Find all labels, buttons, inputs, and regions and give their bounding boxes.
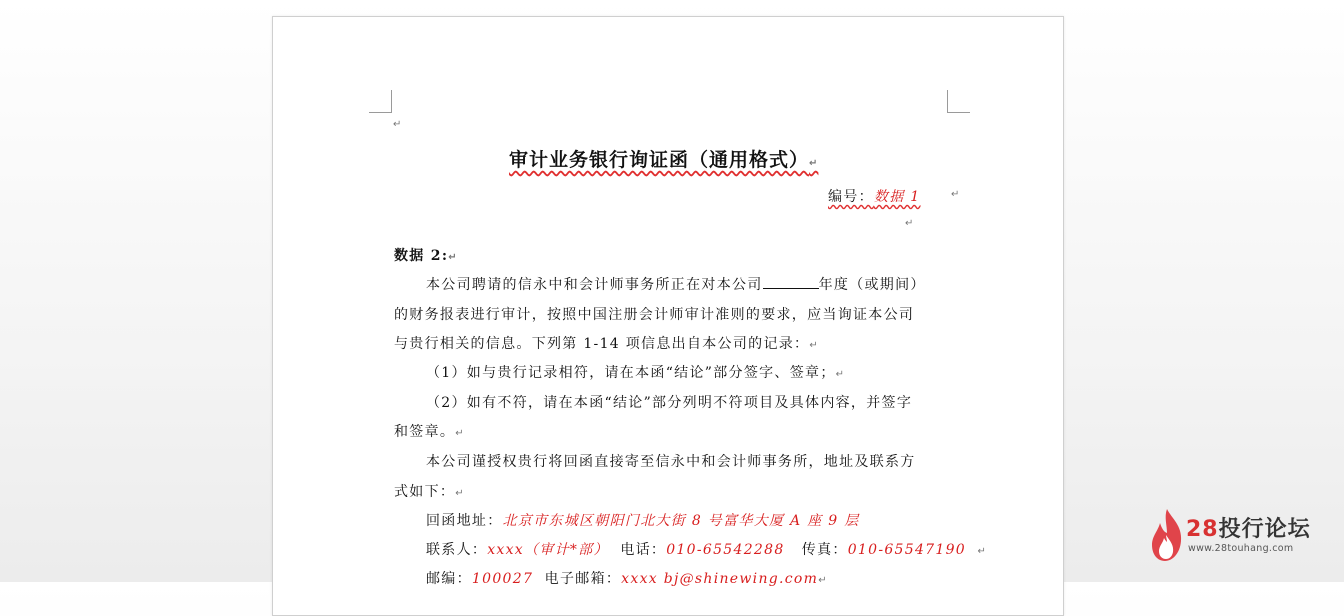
document-number: 编号：数据 1 <box>828 189 921 205</box>
paragraph-mark: ↵ <box>905 218 914 229</box>
paragraph-mark: ↵ <box>951 189 960 200</box>
document-page[interactable] <box>272 16 1064 616</box>
para2-line1: 本公司谨授权贵行将回函直接寄至信永中和会计师事务所，地址及联系方 <box>426 454 916 470</box>
item2-line1: （2）如有不符，请在本函“结论”部分列明不符项目及具体内容，并签字 <box>426 395 913 411</box>
para1-line2: 的财务报表进行审计，按照中国注册会计师审计准则的要求，应当询证本公司 <box>394 307 915 323</box>
address-line: 回函地址：北京市东城区朝阳门北大街 8 号富华大厦 A 座 9 层 <box>426 513 860 529</box>
logo-url: www.28touhang.com <box>1188 543 1294 554</box>
year-blank[interactable] <box>763 276 819 289</box>
para1-line1: 本公司聘请的信永中和会计师事务所正在对本公司 年度（或期间） <box>426 277 926 293</box>
crop-mark-top-left <box>369 90 392 113</box>
recipient-line: 数据 2:↵ <box>394 248 458 264</box>
paragraph-mark: ↵ <box>393 119 402 130</box>
para1-line3: 与贵行相关的信息。下列第 1-14 项信息出自本公司的记录：↵ <box>394 336 820 352</box>
logo-brand: 28投行论坛 <box>1186 517 1311 542</box>
para2-line2: 式如下：↵ <box>394 484 465 500</box>
item2-line2: 和签章。↵ <box>394 424 465 440</box>
postcode-line: 邮编：100027 电子邮箱：xxxx bj@shinewing.com↵ <box>426 571 828 587</box>
flame-icon <box>1150 507 1184 563</box>
contact-line: 联系人：xxxx（审计*部） 电话：010-65542288 传真：010-65547190 ↵ <box>426 542 988 558</box>
document-title: 审计业务银行询证函（通用格式）↵ <box>509 149 819 171</box>
site-logo <box>1150 505 1330 565</box>
crop-mark-top-right <box>947 90 970 113</box>
item1: （1）如与贵行记录相符，请在本函“结论”部分签字、签章；↵ <box>426 365 846 381</box>
